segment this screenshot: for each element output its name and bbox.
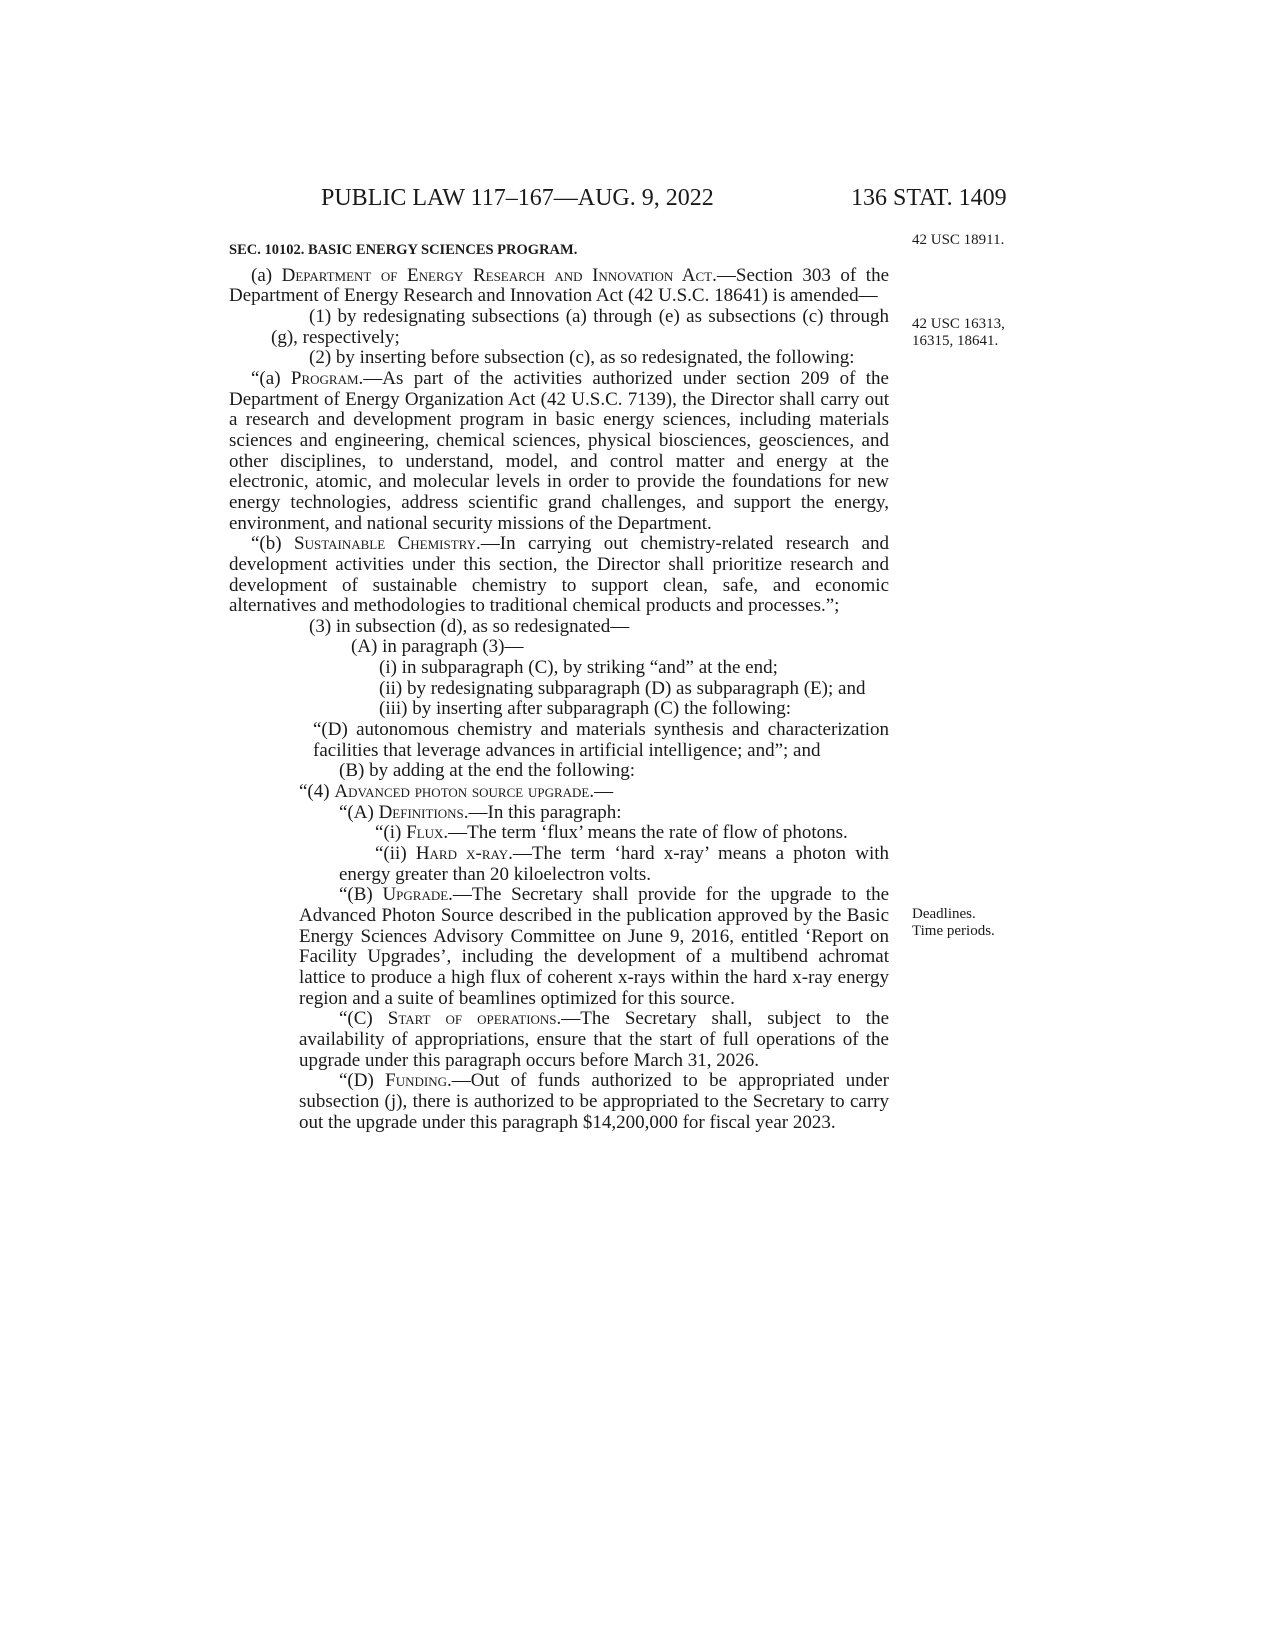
subsection-a-text: .—Section 303 of the Department of Energy Research and Innovation Act (42 U.S.C. 18641) is amended—	[229, 264, 889, 307]
quoted-funding-caption: Funding	[385, 1070, 448, 1092]
paragraph-2: (2) by inserting before subsection (c), as so redesignated, the following:	[309, 347, 855, 369]
subsection-a-label: (a)	[251, 264, 282, 286]
paragraph-1: (1) by redesignating subsections (a) through (e) as subsections (c) through (g), respectively;	[271, 305, 889, 348]
clause-iii: (iii) by inserting after subparagraph (C) the following:	[379, 698, 792, 720]
quoted-flux-caption: Flux	[406, 822, 444, 844]
clause-i: (i) in subparagraph (C), by striking “and” at the end;	[379, 657, 778, 679]
quoted-funding-text: .—Out of funds authorized to be appropriated under subsection (j), there is authorized to be appropriated to the Secretary to carry out the upgrade under this paragraph $14,200,000 for fiscal year 2023.	[299, 1070, 889, 1133]
quoted-definitions	[229, 803, 889, 824]
quoted-funding	[229, 1071, 889, 1133]
quoted-definitions-caption: Definitions	[378, 801, 464, 823]
quoted-paragraph-4	[229, 782, 889, 803]
quoted-subparagraph-D: “(D) autonomous chemistry and materials synthesis and characterization facilities that leverage advances in artificial intelligence; and”; and	[313, 719, 889, 761]
quoted-flux-label: “(i)	[375, 822, 407, 844]
quoted-subsection-a-text: .—As part of the activities authorized under section 209 of the Department of Energy Organization Act (42 U.S.C. 7139), the Director shall carry out a research and development program in basic energy sciences, including materials sciences and engineering, chemical sciences, physical biosciences, geosciences, and other disciplines, to understand, model, and control matter and energy at the electronic, atomic, and molecular levels in order to provide the foundations for new energy technologies, address scientific grand challenges, and support the energy, environment, and national security missions of the Department.	[229, 367, 889, 534]
quoted-subsection-a-caption: Program	[290, 367, 359, 389]
margin-note-time-periods: Time periods.	[912, 923, 995, 939]
subsection-a	[229, 266, 889, 307]
section-heading: SEC. 10102. BASIC ENERGY SCIENCES PROGRAM.	[229, 242, 578, 258]
subparagraph-A: (A) in paragraph (3)—	[351, 636, 524, 658]
quoted-subsection-a-label: “(a)	[251, 367, 291, 389]
quoted-definition-flux	[229, 823, 889, 844]
page-header-stat: 136 STAT. 1409	[851, 185, 1007, 211]
quoted-subsection-a	[229, 369, 889, 534]
quoted-definitions-label: “(A)	[339, 801, 379, 823]
quoted-subsection-b	[229, 534, 889, 617]
quoted-subsection-b-text: .—In carrying out chemistry-related research and development activities under this section, the Director shall prioritize research and development of sustainable chemistry to support clean, safe, and economic alternatives and methodologies to traditional chemical products and processes.”;	[229, 533, 889, 617]
subsection-a-caption: Department of Energy Research and Innovation Act	[281, 264, 713, 286]
quoted-funding-label: “(D)	[339, 1070, 386, 1092]
margin-note-usc-amended-2: 16315, 18641.	[912, 333, 999, 349]
margin-note-usc-section: 42 USC 18911.	[912, 232, 1005, 248]
clause-ii: (ii) by redesignating subparagraph (D) as subparagraph (E); and	[379, 677, 866, 699]
quoted-flux-text: .—The term ‘flux’ means the rate of flow of photons.	[443, 822, 848, 844]
quoted-definition-hard-xray	[229, 844, 889, 885]
quoted-paragraph-4-caption: Advanced photon source upgrade	[334, 781, 590, 803]
quoted-start-label: “(C)	[339, 1008, 388, 1030]
quoted-start-of-operations	[229, 1009, 889, 1071]
quoted-upgrade-label: “(B)	[339, 884, 383, 906]
quoted-hard-xray-label: “(ii)	[375, 843, 416, 865]
quoted-definitions-text: .—In this paragraph:	[463, 801, 622, 823]
quoted-hard-xray-caption: Hard x-ray	[415, 843, 509, 865]
quoted-subsection-b-caption: Sustainable Chemistry	[294, 533, 477, 555]
quoted-upgrade	[229, 885, 889, 1009]
quoted-paragraph-4-text: .—	[589, 781, 614, 803]
quoted-upgrade-caption: Upgrade	[382, 884, 449, 906]
quoted-subsection-b-label: “(b)	[251, 533, 295, 555]
page-header-title: PUBLIC LAW 117–167—AUG. 9, 2022	[321, 185, 714, 211]
quoted-start-caption: Start of operations	[387, 1008, 557, 1030]
margin-note-deadlines: Deadlines.	[912, 906, 976, 922]
margin-note-usc-amended-1: 42 USC 16313,	[912, 316, 1005, 332]
subparagraph-B: (B) by adding at the end the following:	[339, 760, 636, 782]
quoted-hard-xray-text: .—The term ‘hard x-ray’ means a photon with energy greater than 20 kiloelectron volts.	[339, 843, 889, 885]
quoted-start-text: .—The Secretary shall, subject to the availability of appropriations, ensure that the start of full operations of the upgrade under this paragraph occurs before March 31, 2026.	[299, 1008, 889, 1071]
statute-body	[229, 240, 889, 1133]
quoted-upgrade-text: .—The Secretary shall provide for the upgrade to the Advanced Photon Source described in the publication approved by the Basic Energy Sciences Advisory Committee on June 9, 2016, entitled ‘Report on Facility Upgrades’, including the development of a multibend achromat lattice to produce a high flux of coherent x-rays within the hard x-ray energy region and a suite of beamlines optimized for this source.	[299, 884, 890, 1009]
paragraph-3: (3) in subsection (d), as so redesignated—	[309, 615, 630, 637]
quoted-paragraph-4-label: “(4)	[299, 781, 335, 803]
